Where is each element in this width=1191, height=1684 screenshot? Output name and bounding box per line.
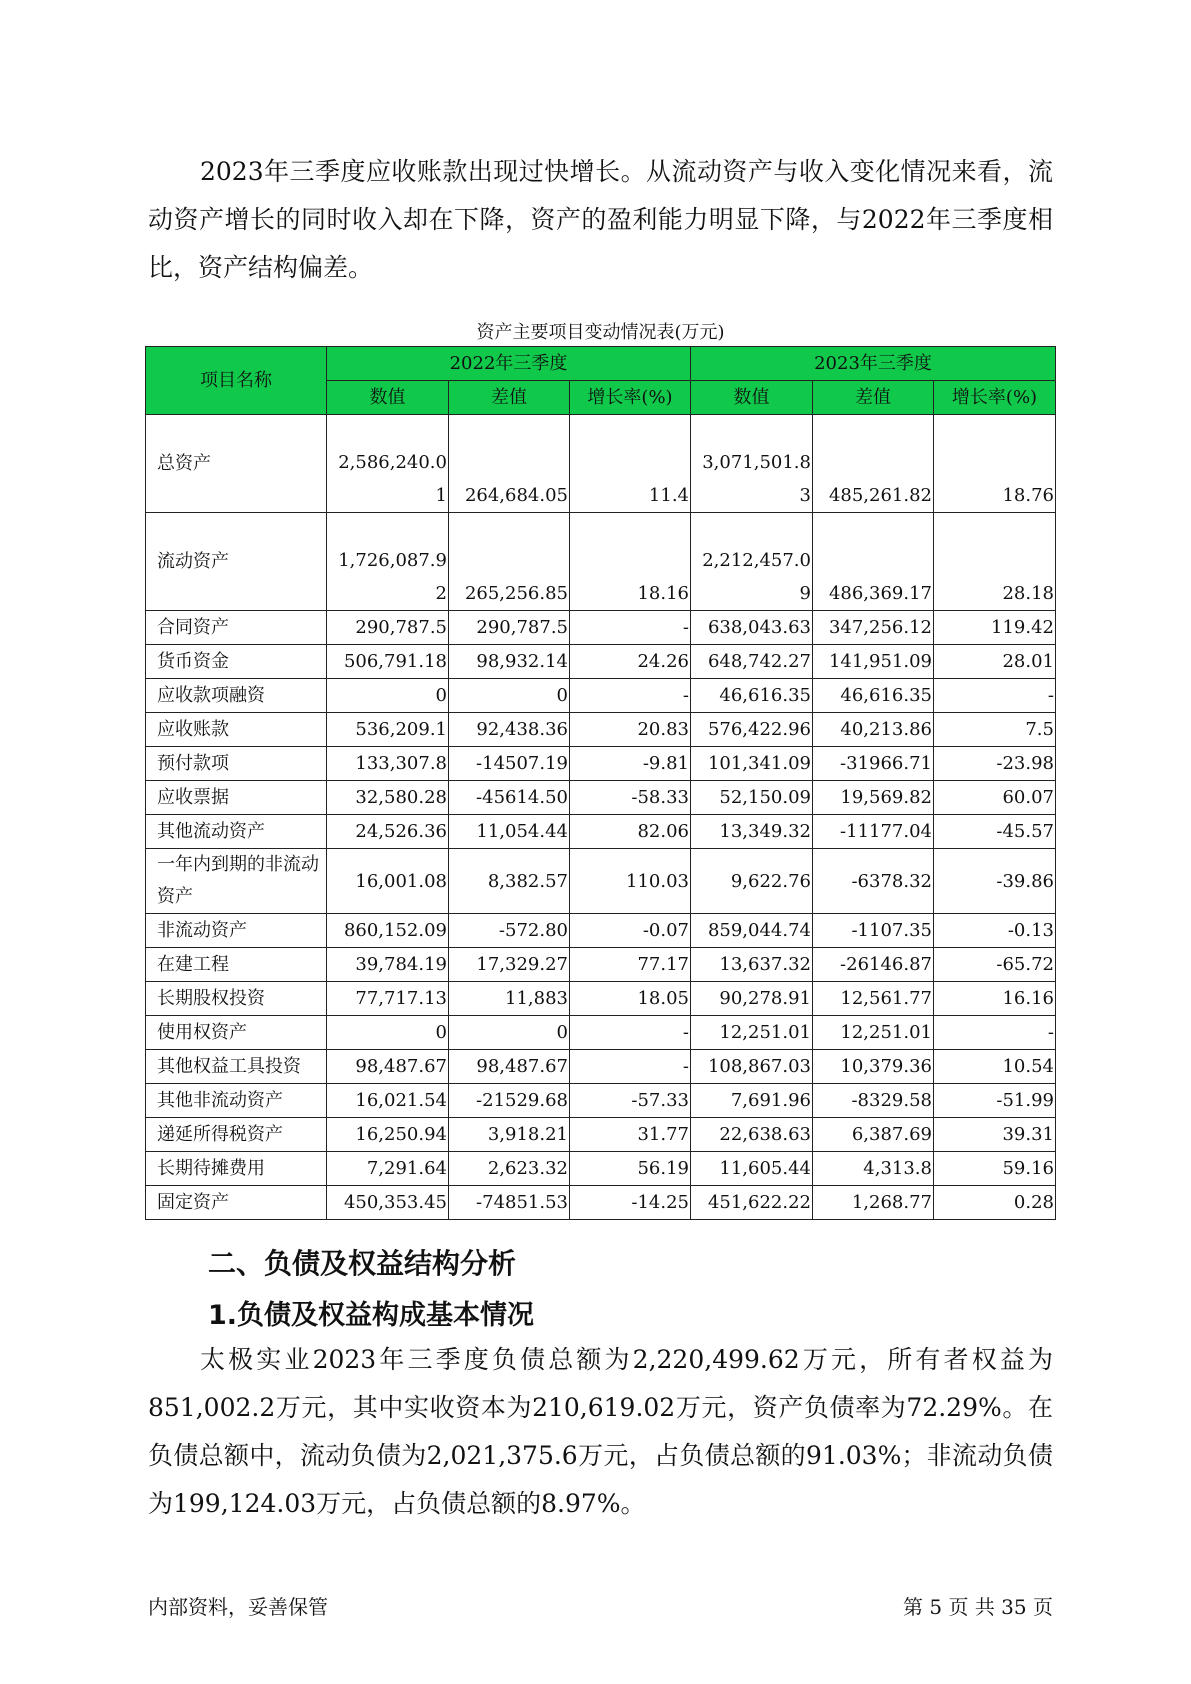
cell-g22: 82.06 [570, 815, 691, 849]
table-row [146, 1016, 1056, 1050]
cell-v22: 450,353.45 [327, 1186, 449, 1220]
cell-g22: 110.03 [570, 849, 691, 914]
cell-v22: 2,586,240.01 [327, 415, 449, 513]
row-item-name: 合同资产 [146, 611, 327, 645]
cell-v22: 32,580.28 [327, 781, 449, 815]
cell-v22: 24,526.36 [327, 815, 449, 849]
cell-d23: 12,251.01 [813, 1016, 934, 1050]
cell-d22: 2,623.32 [449, 1152, 570, 1186]
table-row [146, 513, 1056, 611]
table-row [146, 815, 1056, 849]
cell-v23: 13,349.32 [691, 815, 813, 849]
table-body [146, 415, 1056, 1220]
cell-v22: 0 [327, 1016, 449, 1050]
cell-g22: - [570, 679, 691, 713]
table-row [146, 1186, 1056, 1220]
cell-v22: 77,717.13 [327, 982, 449, 1016]
row-item-name: 应收票据 [146, 781, 327, 815]
body-paragraph: 太极实业2023年三季度负债总额为2,220,499.62万元，所有者权益为851,002.2万元，其中实收资本为210,619.02万元，资产负债率为72.29%。在负债总额中，流动负债为2,021,375.6万元，占负债总额的91.03%；非流动负债为199,124.03万元，占负债总额的8.97%。 [148, 1345, 1053, 1518]
cell-d23: -26146.87 [813, 948, 934, 982]
cell-v22: 1,726,087.92 [327, 513, 449, 611]
header-value-2022: 数值 [327, 381, 449, 415]
cell-g22: 56.19 [570, 1152, 691, 1186]
row-item-name: 流动资产 [146, 513, 327, 611]
cell-v23: 7,691.96 [691, 1084, 813, 1118]
table-row [146, 849, 1056, 914]
cell-g22: -9.81 [570, 747, 691, 781]
cell-d23: -11177.04 [813, 815, 934, 849]
table-row [146, 415, 1056, 513]
cell-d22: -45614.50 [449, 781, 570, 815]
table-row [146, 1050, 1056, 1084]
table-row [146, 914, 1056, 948]
cell-d22: 17,329.27 [449, 948, 570, 982]
cell-g23: -45.57 [934, 815, 1056, 849]
cell-d23: -31966.71 [813, 747, 934, 781]
row-item-name: 一年内到期的非流动资产 [146, 849, 327, 914]
cell-v23: 9,622.76 [691, 849, 813, 914]
cell-d23: 40,213.86 [813, 713, 934, 747]
cell-v23: 648,742.27 [691, 645, 813, 679]
cell-d23: 6,387.69 [813, 1118, 934, 1152]
cell-d22: 264,684.05 [449, 415, 570, 513]
cell-v22: 506,791.18 [327, 645, 449, 679]
cell-g23: -39.86 [934, 849, 1056, 914]
cell-g23: 0.28 [934, 1186, 1056, 1220]
table-caption: 资产主要项目变动情况表(万元) [476, 322, 725, 343]
row-item-name: 固定资产 [146, 1186, 327, 1220]
cell-g22: -14.25 [570, 1186, 691, 1220]
row-item-name: 长期股权投资 [146, 982, 327, 1016]
cell-v22: 133,307.8 [327, 747, 449, 781]
cell-g23: -23.98 [934, 747, 1056, 781]
cell-d22: -14507.19 [449, 747, 570, 781]
cell-g22: -58.33 [570, 781, 691, 815]
cell-d22: 0 [449, 1016, 570, 1050]
cell-g22: 20.83 [570, 713, 691, 747]
cell-g23: 28.18 [934, 513, 1056, 611]
cell-v22: 7,291.64 [327, 1152, 449, 1186]
table-row [146, 679, 1056, 713]
cell-d23: 19,569.82 [813, 781, 934, 815]
row-item-name: 非流动资产 [146, 914, 327, 948]
cell-v23: 90,278.91 [691, 982, 813, 1016]
header-diff-2023: 差值 [813, 381, 934, 415]
cell-d22: -74851.53 [449, 1186, 570, 1220]
table-row [146, 645, 1056, 679]
table-row [146, 611, 1056, 645]
header-value-2023: 数值 [691, 381, 813, 415]
header-diff-2022: 差值 [449, 381, 570, 415]
cell-g23: 10.54 [934, 1050, 1056, 1084]
cell-v23: 52,150.09 [691, 781, 813, 815]
assets-change-table [145, 346, 1056, 1220]
cell-v23: 46,616.35 [691, 679, 813, 713]
cell-v23: 859,044.74 [691, 914, 813, 948]
section-heading: 二、负债及权益结构分析 [208, 1247, 517, 1280]
cell-g22: 11.4 [570, 415, 691, 513]
subsection-heading: 1.负债及权益构成基本情况 [208, 1300, 535, 1331]
cell-g23: 28.01 [934, 645, 1056, 679]
header-item-name: 项目名称 [146, 347, 327, 415]
row-item-name: 其他权益工具投资 [146, 1050, 327, 1084]
cell-v22: 16,021.54 [327, 1084, 449, 1118]
cell-g23: -65.72 [934, 948, 1056, 982]
cell-g22: 24.26 [570, 645, 691, 679]
footer-confidential-note: 内部资料，妥善保管 [148, 1595, 328, 1619]
cell-d23: 486,369.17 [813, 513, 934, 611]
cell-d23: 12,561.77 [813, 982, 934, 1016]
cell-v22: 536,209.1 [327, 713, 449, 747]
table-row [146, 781, 1056, 815]
cell-v23: 108,867.03 [691, 1050, 813, 1084]
cell-v22: 290,787.5 [327, 611, 449, 645]
cell-g23: 18.76 [934, 415, 1056, 513]
cell-v22: 16,001.08 [327, 849, 449, 914]
cell-g22: 18.05 [570, 982, 691, 1016]
cell-g23: - [934, 679, 1056, 713]
cell-d22: 0 [449, 679, 570, 713]
cell-v23: 12,251.01 [691, 1016, 813, 1050]
cell-d23: 1,268.77 [813, 1186, 934, 1220]
row-item-name: 使用权资产 [146, 1016, 327, 1050]
row-item-name: 在建工程 [146, 948, 327, 982]
row-item-name: 长期待摊费用 [146, 1152, 327, 1186]
cell-g22: - [570, 611, 691, 645]
row-item-name: 总资产 [146, 415, 327, 513]
row-item-name: 其他非流动资产 [146, 1084, 327, 1118]
cell-g22: - [570, 1016, 691, 1050]
cell-v23: 638,043.63 [691, 611, 813, 645]
table-row [146, 982, 1056, 1016]
cell-d23: -8329.58 [813, 1084, 934, 1118]
cell-v22: 39,784.19 [327, 948, 449, 982]
row-item-name: 应收账款 [146, 713, 327, 747]
cell-d22: -21529.68 [449, 1084, 570, 1118]
cell-d22: 8,382.57 [449, 849, 570, 914]
cell-g22: - [570, 1050, 691, 1084]
cell-d23: -6378.32 [813, 849, 934, 914]
cell-v23: 13,637.32 [691, 948, 813, 982]
row-item-name: 预付款项 [146, 747, 327, 781]
cell-d23: 10,379.36 [813, 1050, 934, 1084]
cell-d22: -572.80 [449, 914, 570, 948]
cell-g22: 18.16 [570, 513, 691, 611]
cell-g22: 31.77 [570, 1118, 691, 1152]
cell-v22: 98,487.67 [327, 1050, 449, 1084]
intro-paragraph: 2023年三季度应收账款出现过快增长。从流动资产与收入变化情况来看，流动资产增长的同时收入却在下降，资产的盈利能力明显下降，与2022年三季度相比，资产结构偏差。 [148, 157, 1053, 282]
cell-g23: 16.16 [934, 982, 1056, 1016]
row-item-name: 货币资金 [146, 645, 327, 679]
cell-d23: 46,616.35 [813, 679, 934, 713]
table-row [146, 713, 1056, 747]
table-row [146, 1152, 1056, 1186]
cell-g23: -0.13 [934, 914, 1056, 948]
cell-g23: -51.99 [934, 1084, 1056, 1118]
cell-v22: 0 [327, 679, 449, 713]
table-row [146, 747, 1056, 781]
cell-d22: 3,918.21 [449, 1118, 570, 1152]
cell-d22: 92,438.36 [449, 713, 570, 747]
header-period-2023: 2023年三季度 [691, 347, 1056, 381]
cell-v22: 860,152.09 [327, 914, 449, 948]
footer-page-number: 第 5 页 共 35 页 [903, 1595, 1053, 1619]
cell-v23: 576,422.96 [691, 713, 813, 747]
cell-g22: -0.07 [570, 914, 691, 948]
cell-v23: 2,212,457.09 [691, 513, 813, 611]
cell-v23: 101,341.09 [691, 747, 813, 781]
cell-d23: -1107.35 [813, 914, 934, 948]
cell-v23: 3,071,501.83 [691, 415, 813, 513]
cell-d22: 98,932.14 [449, 645, 570, 679]
cell-v23: 451,622.22 [691, 1186, 813, 1220]
row-item-name: 其他流动资产 [146, 815, 327, 849]
cell-d23: 4,313.8 [813, 1152, 934, 1186]
table-row [146, 948, 1056, 982]
cell-g23: 60.07 [934, 781, 1056, 815]
header-period-2022: 2022年三季度 [327, 347, 691, 381]
cell-d22: 11,054.44 [449, 815, 570, 849]
cell-d22: 265,256.85 [449, 513, 570, 611]
cell-g23: 59.16 [934, 1152, 1056, 1186]
cell-d23: 141,951.09 [813, 645, 934, 679]
cell-v23: 22,638.63 [691, 1118, 813, 1152]
cell-v22: 16,250.94 [327, 1118, 449, 1152]
cell-g22: 77.17 [570, 948, 691, 982]
cell-g23: - [934, 1016, 1056, 1050]
table-row [146, 1118, 1056, 1152]
cell-g23: 39.31 [934, 1118, 1056, 1152]
cell-g23: 7.5 [934, 713, 1056, 747]
cell-v23: 11,605.44 [691, 1152, 813, 1186]
cell-d22: 290,787.5 [449, 611, 570, 645]
cell-g23: 119.42 [934, 611, 1056, 645]
header-growth-2022: 增长率(%) [570, 381, 691, 415]
header-growth-2023: 增长率(%) [934, 381, 1056, 415]
row-item-name: 递延所得税资产 [146, 1118, 327, 1152]
cell-d22: 11,883 [449, 982, 570, 1016]
cell-d22: 98,487.67 [449, 1050, 570, 1084]
row-item-name: 应收款项融资 [146, 679, 327, 713]
cell-d23: 347,256.12 [813, 611, 934, 645]
cell-d23: 485,261.82 [813, 415, 934, 513]
table-row [146, 1084, 1056, 1118]
cell-g22: -57.33 [570, 1084, 691, 1118]
